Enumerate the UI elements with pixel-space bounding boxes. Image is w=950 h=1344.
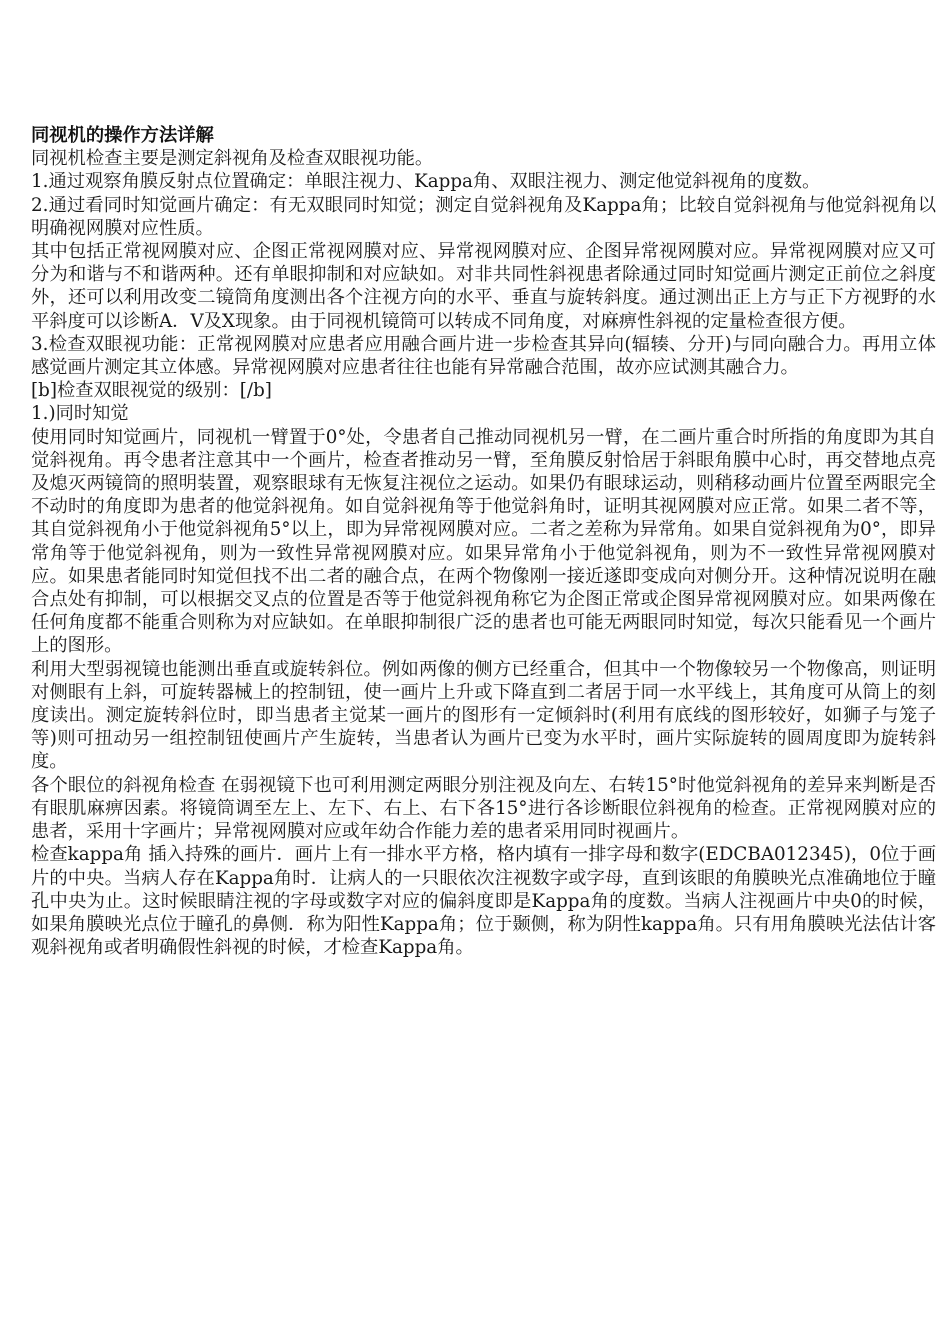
paragraph-gaze-positions: 各个眼位的斜视角检查 在弱视镜下也可利用测定两眼分别注视及向左、右转15°时他觉斜视角的差异来判断是否有眼肌麻痹因素。将镜筒调至左上、左下、右上、右下各15°进行各诊断眼位斜视角的检查。正常视网膜对应的患者，采用十字画片；异常视网膜对应或年幼合作能力差的患者采用同时视画片。 [31,774,936,843]
paragraph-intro: 同视机检查主要是测定斜视角及检查双眼视功能。 [31,148,434,170]
paragraph-vertical-torsional: 利用大型弱视镜也能测出垂直或旋转斜位。例如两像的侧方已经重合，但其中一个物像较另一个物像高，则证明对侧眼有上斜，可旋转器械上的控制钮，使一画片上升或下降直到二者居于同一水平线上，其角度可从筒上的刻度读出。测定旋转斜位时，即当患者主觉某一画片的图形有一定倾斜时(利用有底线的图形较好，如狮子与笼子等)则可扭动另一组控制钮使画片产生旋转，当患者认为画片已变为水平时，画片实际旋转的圆周度即为旋转斜度。 [31,658,936,773]
paragraph-binocular-levels-heading: [b]检查双眼视觉的级别：[/b] [31,380,272,402]
document-title: 同视机的操作方法详解 [31,125,214,146]
paragraph-simultaneous-perception: 使用同时知觉画片，同视机一臂置于0°处，令患者自己推动同视机另一臂，在二画片重合时所指的角度即为其自觉斜视角。再令患者注意其中一个画片，检查者推动另一臂，至角膜反射恰居于斜眼角膜中心时，再交替地点亮及熄灭两镜筒的照明装置，观察眼球有无恢复注视位之运动。如果仍有眼球运动，则稍移动画片位置至两眼完全不动时的角度即为患者的他觉斜视角。如自觉斜视角等于他觉斜角时，证明其视网膜对应正常。如果二者不等，其自觉斜视角小于他觉斜视角5°以上，即为异常视网膜对应。二者之差称为异常角。如果自觉斜视角为0°，即异常角等于他觉斜视角，则为一致性异常视网膜对应。如果异常角小于他觉斜视角，则为不一致性异常视网膜对应。如果患者能同时知觉但找不出二者的融合点，在两个物像刚一接近遂即变成向对侧分开。这种情况说明在融合点处有抑制，可以根据交叉点的位置是否等于他觉斜视角称它为企图正常或企图异常视网膜对应。如果两像在任何角度都不能重合则称为对应缺如。在单眼抑制很广泛的患者也可能无两眼同时知觉，每次只能看见一个画片上的图形。 [31,426,936,657]
paragraph-item-2: 2.通过看同时知觉画片确定：有无双眼同时知觉；测定自觉斜视角及Kappa角；比较自觉斜视角与他觉斜视角以明确视网膜对应性质。 [31,194,936,239]
paragraph-correspondence-types: 其中包括正常视网膜对应、企图正常视网膜对应、异常视网膜对应、企图异常视网膜对应。异常视网膜对应又可分为和谐与不和谐两种。还有单眼抑制和对应缺如。对非共同性斜视患者除通过同时知觉画片测定正前位之斜度外，还可以利用改变二镜筒角度测出各个注视方向的水平、垂直与旋转斜度。通过测出正上方与正下方视野的水平斜度可以诊断A．V及X现象。由于同视机镜筒可以转成不同角度，对麻痹性斜视的定量检查很方便。 [31,241,936,332]
paragraph-kappa-angle: 检查kappa角 插入持殊的画片．画片上有一排水平方格，格内填有一排字母和数字(EDCBA012345)，0位于画片的中央。当病人存在Kappa角时．让病人的一只眼依次注视数字或字母，直到该眼的角膜映光点准确地位于瞳孔中央为止。这时候眼睛注视的字母或数字对应的偏斜度即是Kappa角的度数。当病人注视画片中央0的时候，如果角膜映光点位于瞳孔的鼻侧．称为阳性Kappa角；位于颞侧，称为阴性kappa角。只有用角膜映光法估计客观斜视角或者明确假性斜视的时候，才检查Kappa角。 [31,844,936,959]
paragraph-item-1: 1.通过观察角膜反射点位置确定：单眼注视力、Kappa角、双眼注视力、测定他觉斜视角的度数。 [31,171,821,193]
paragraph-item-3: 3.检查双眼视功能：正常视网膜对应患者应用融合画片进一步检查其异向(辐辏、分开)与同向融合力。再用立体感觉画片测定其立体感。异常视网膜对应患者往往也能有异常融合范围，故亦应试测其融合力。 [31,333,936,379]
paragraph-simultaneous-perception-heading: 1.)同时知觉 [31,403,129,425]
document-body [31,124,936,959]
